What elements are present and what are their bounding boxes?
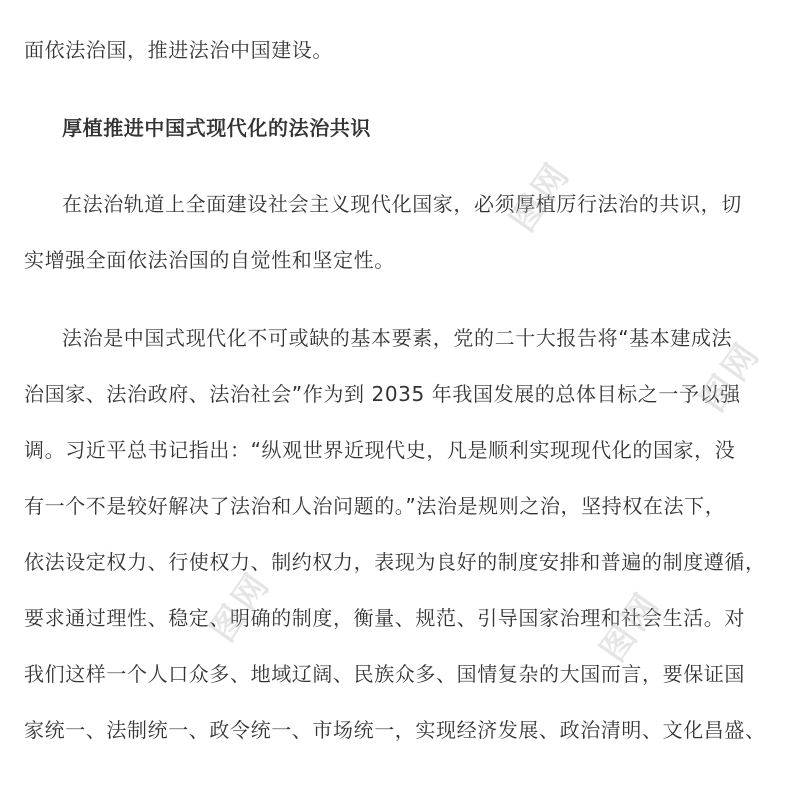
paragraph-line: 实增强全面依法治国的自觉性和坚定性。 [24,248,395,272]
watermark: 图网 [202,563,280,650]
paragraph-line: 依法设定权力、行使权力、制约权力，表现为良好的制度安排和普遍的制度遵循， [24,550,766,574]
paragraph-line: 治国家、法治政府、法治社会”作为到 2035 年我国发展的总体目标之一予以强 [24,382,741,406]
paragraph-line: 要求通过理性、稳定、明确的制度，衡量、规范、引导国家治理和社会生活。对 [24,606,745,630]
paragraph-line: 在法治轨道上全面建设社会主义现代化国家，必须厚植厉行法治的共识，切 [62,192,742,216]
section-heading: 厚植推进中国式现代化的法治共识 [62,116,371,140]
cropped-previous-line [0,0,800,2]
paragraph-line: 调。习近平总书记指出：“纵观世界近现代史，凡是顺利实现现代化的国家，没 [24,438,736,462]
paragraph-line: 我们这样一个人口众多、地域辽阔、民族众多、国情复杂的大国而言，要保证国 [24,662,745,686]
paragraph-line: 有一个不是较好解决了法治和人治问题的。”法治是规则之治，坚持权在法下， [24,494,726,518]
watermark: 图网 [592,583,670,670]
watermark: 图网 [692,333,770,420]
paragraph-line: 面依法治国，推进法治中国建设。 [24,38,333,62]
watermark: 图网 [502,153,580,240]
paragraph-line: 法治是中国式现代化不可或缺的基本要素，党的二十大报告将“基本建成法 [62,326,733,350]
paragraph-line: 家统一、法制统一、政令统一、市场统一，实现经济发展、政治清明、文化昌盛、 [24,718,766,742]
